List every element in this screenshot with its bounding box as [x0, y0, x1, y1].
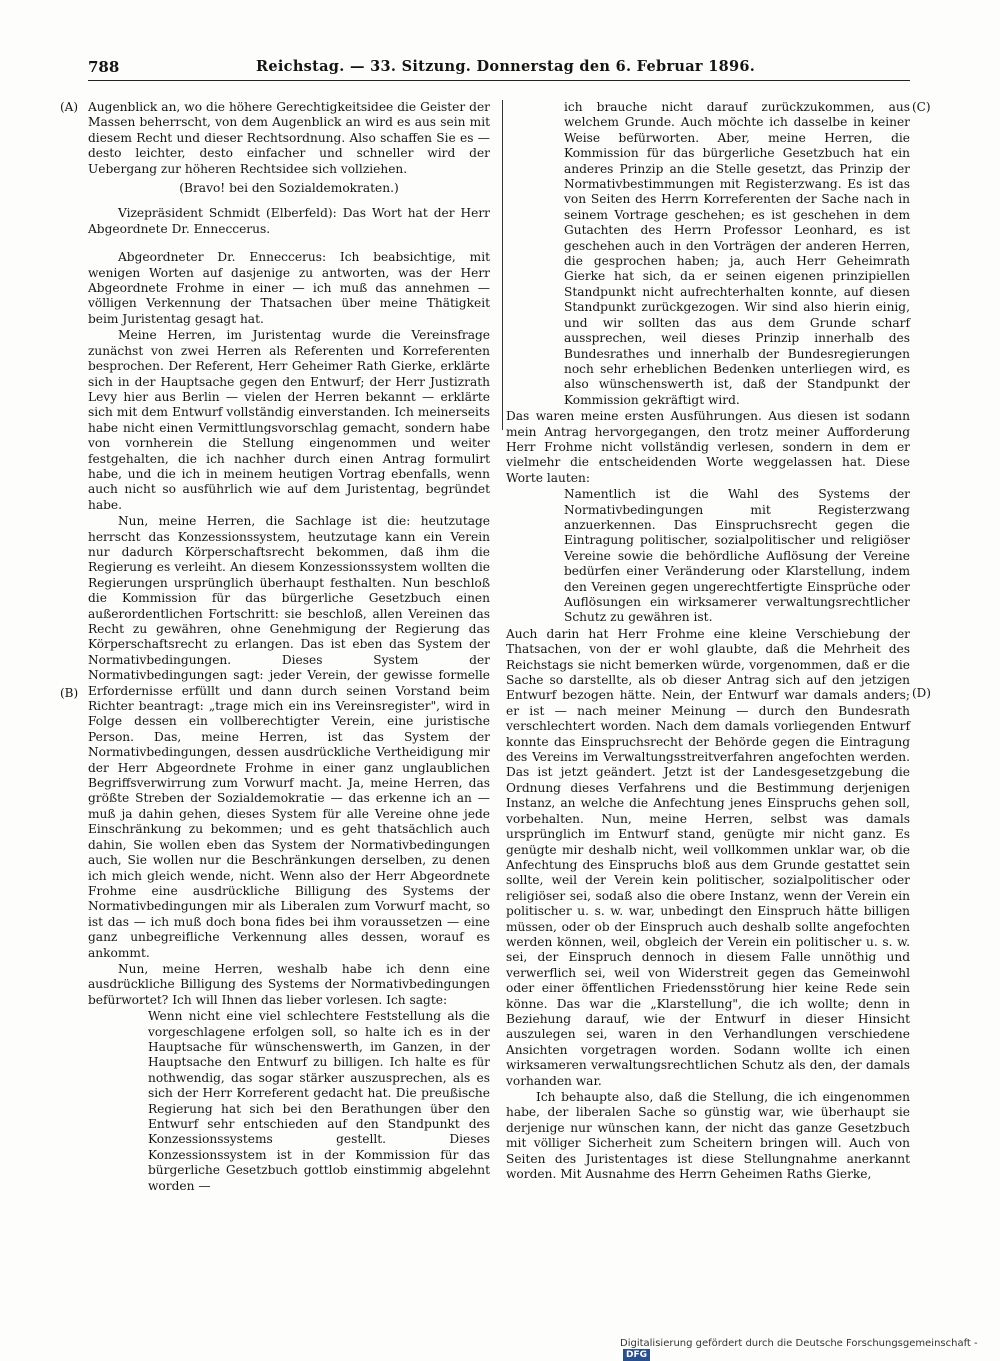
- footer-text: Digitalisierung gefördert durch die Deutsche Forschungsgemeinschaft -: [620, 1338, 978, 1349]
- paragraph: Ich behaupte also, daß die Stellung, die ich eingenommen habe, der liberalen Sache so günstig war, wie überhaupt sie derjenige nur wünschen kann, der nicht das ganze Gesetzbuch mit völliger Sicherheit zum Scheitern bringen will. Auch von Seiten des Juristentages ist diese Stellungnahme anerkannt worden. Mit Ausnahme des Herrn Geheimen Raths Gierke,: [506, 1090, 910, 1182]
- margin-letter-d: (D): [912, 686, 931, 700]
- right-column: [506, 100, 910, 1183]
- margin-letter-a: (A): [60, 100, 79, 114]
- quotation: ich brauche nicht darauf zurückzukommen, aus welchem Grunde. Auch möchte ich dasselbe in keiner Weise befürworten. Aber, meine Herren, die Kommission für das bürgerliche Gesetzbuch hat ein anderes Prinzip an die Stelle gesetzt, das Prinzip der Normativbestimmungen mit Registerzwang. Es ist das von Seiten des Herrn Korreferenten der Sache nach in seinem Vortrage geschehen; es ist geschehen in dem Gutachten des Herrn Professor Leonhard, es ist geschehen auch in den Vorträgen der anderen Herren, die gesprochen haben; ja, auch Herr Geheimrath Gierke hat sich, da er seinen eigenen prinzipiellen Standpunkt nicht aufrechterhalten konnte, auf diesen Standpunkt zurückgezogen. Wir sind also hierin einig, und wir sollten das aus dem Grunde scharf aussprechen, weil dieses Prinzip innerhalb des Bundesrathes und innerhalb der Bundesregierungen noch sehr erheblichen Bedenken unterliegen wird, es also wünschenswerth ist, daß der Standpunkt der Kommission gekräftigt wird.: [564, 100, 910, 407]
- paragraph: Augenblick an, wo die höhere Gerechtigkeitsidee die Geister der Massen beherrscht, von dem Augenblick an wird es aus sein mit diesem Recht und dieser Rechtsordnung. Also schaffen Sie es — desto leichter, desto einfacher und schneller wird der Uebergang zur höheren Rechtsidee sich vollziehen.: [88, 100, 490, 176]
- running-title: Reichstag. — 33. Sitzung. Donnerstag den 6. Februar 1896.: [256, 58, 756, 75]
- paragraph: Nun, meine Herren, die Sachlage ist die: heutzutage herrscht das Konzessionssystem, heutzutage kann ein Verein nur dadurch Körperschaftsrecht bekommen, daß ihm die Regierung es verleiht. An diesem Konzessionssystem wollten die Regierungen ursprünglich überhaupt festhalten. Nun beschloß die Kommission für das bürgerliche Gesetzbuch einen außerordentlichen Fortschritt: sie beschloß, allen Vereinen das Recht zu gewähren, ohne Genehmigung der Regierung das Körperschaftsrecht zu erlangen. Das ist eben das System der Normativbedingungen. Dieses System der Normativbedingungen sagt: jeder Verein, der gewisse formelle Erfordernisse erfüllt und dann durch seinen Vorstand beim Richter beantragt: „trage mich ein ins Vereinsregister", wird in Folge dessen ein vollberechtigter Verein, eine juristische Person. Das, meine Herren, ist das System der Normativbedingungen, dessen ausdrückliche Vertheidigung mir der Herr Abgeordnete Frohme in einer ganz unglaublichen Begriffsverwirrung zum Vorwurf macht. Ja, meine Herren, das größte Streben der Sozialdemokratie — das erkenne ich an — muß ja dahin gehen, dieses System für alle Vereine ohne jede Einschränkung zu bekommen; und es geht thatsächlich auch dahin, Sie wollen eben das System der Normativbedingungen auch, Sie wollen nur die Beschränkungen derselben, zu denen ich mich gleich wende, nicht. Wenn also der Herr Abgeordnete Frohme eine ausdrückliche Billigung des Systems der Normativbedingungen mir als Liberalen zum Vorwurf macht, so ist das — ich muß doch bona fides bei ihm voraussetzen — eine ganz unbegreifliche Verkennung alles dessen, worauf es ankommt.: [88, 514, 490, 960]
- paragraph: Das waren meine ersten Ausführungen. Aus diesen ist sodann mein Antrag hervorgegangen, den trotz meiner Aufforderung Herr Frohme nicht vollständig verlesen, sondern in dem er vielmehr die entscheidenden Worte weggelassen hat. Diese Worte lauten:: [506, 409, 910, 485]
- dfg-logo: DFG: [623, 1349, 650, 1361]
- page-number: 788: [88, 58, 120, 76]
- footer-credit: [620, 1338, 1000, 1361]
- quotation: Wenn nicht eine viel schlechtere Feststellung als die vorgeschlagene erfolgen soll, so halte ich es in der Hauptsache für wünschenswerth, im Ganzen, in der Hauptsache den Entwurf zu billigen. Ich halte es für nothwendig, das sogar stärker auszusprechen, als es sich der Herr Korreferent gedacht hat. Die preußische Regierung hat sich bei den Berathungen über den Entwurf sehr entschieden auf den Standpunkt des Konzessionssystems gestellt. Dieses Konzessionssystem ist in der Kommission für das bürgerliche Gesetzbuch gottlob einstimmig abgelehnt worden —: [148, 1009, 490, 1193]
- paragraph: Nun, meine Herren, weshalb habe ich denn eine ausdrückliche Billigung des Systems der Normativbedingungen befürwortet? Ich will Ihnen das lieber vorlesen. Ich sagte:: [88, 961, 490, 1007]
- header-rule: [88, 80, 910, 81]
- applause-note: (Bravo! bei den Sozialdemokraten.): [179, 181, 399, 196]
- paragraph: Meine Herren, im Juristentag wurde die Vereinsfrage zunächst von zwei Herren als Referenten und Korreferenten besprochen. Der Referent, Herr Geheimer Rath Gierke, erklärte sich in der Hauptsache gegen den Entwurf; der Herr Justizrath Levy hier aus Berlin — vielen der Herren bekannt — erklärte sich mit dem Entwurf vollständig einverstanden. Ich meinerseits habe nicht einen Vermittlungsvorschlag gemacht, sondern habe von vornherein die Stellung eingenommen und weiter festgehalten, die ich nachher durch einen Antrag formulirt habe, und die ich in meinem heutigen Vortrag ebenfalls, wenn auch nicht so ausführlich wie auf dem Juristentag, begründet habe.: [88, 328, 490, 512]
- margin-letter-b: (B): [60, 686, 79, 700]
- page-header: [88, 58, 910, 80]
- column-rule: [502, 100, 503, 430]
- left-column: [88, 100, 490, 1195]
- speaker-intro: Vizepräsident Schmidt (Elberfeld): Das Wort hat der Herr Abgeordnete Dr. Enneccerus.: [88, 206, 490, 236]
- quotation: Namentlich ist die Wahl des Systems der Normativbedingungen mit Registerzwang anzuerkennen. Das Einspruchsrecht gegen die Eintragung politischer, sozialpolitischer und religiöser Vereine sowie die behördliche Auflösung der Vereine bedürfen einer Veränderung oder Klarstellung, indem den Vereinen gegen ungerechtfertigte Einsprüche oder Auflösungen ein wirksamerer verwaltungsrechtlicher Schutz zu gewähren ist.: [564, 487, 910, 625]
- paragraph: Abgeordneter Dr. Enneccerus: Ich beabsichtige, mit wenigen Worten auf dasjenige zu antworten, was der Herr Abgeordnete Frohme in einer — ich muß das annehmen — völligen Verkennung der Thatsachen über meine Thätigkeit beim Juristentag gesagt hat.: [88, 250, 490, 326]
- paragraph: Auch darin hat Herr Frohme eine kleine Verschiebung der Thatsachen, von der er wohl glaubte, daß die Mehrheit des Reichstags sie nicht bemerken würde, vorgenommen, daß er die Sache so darstellte, als ob dieser Antrag sich auf den jetzigen Entwurf bezogen hätte. Nein, der Entwurf war damals anders; er ist — nach meiner Meinung — durch den Bundesrath verschlechtert worden. Nach dem damals vorliegenden Entwurf konnte das Einspruchsrecht der Behörde gegen die Eintragung des Vereins im Verwaltungsstreitverfahren angefochten werden. Das ist jetzt geändert. Jetzt ist der Landesgesetzgebung die Ordnung dieses Verfahrens und die Bestimmung derjenigen Instanz, an welche die Anfechtung jenes Einspruchs gehen soll, vorbehalten. Nun, meine Herren, selbst was damals ursprünglich im Entwurf stand, genügte mir nicht ganz. Es genügte mir deshalb nicht, weil vollkommen unklar war, ob die Anfechtung des Einspruchs bloß aus dem Grunde gestattet sein sollte, weil der Verein kein politischer, sozialpolitischer oder religiöser sei, sodaß also die obere Instanz, wenn der Verein ein politischer u. s. w. war, unbedingt den Einspruch hätte billigen müssen, oder ob der Einspruch auch deshalb sollte angefochten werden können, weil, obgleich der Verein ein politischer u. s. w. sei, der Einspruch dennoch in diesem Falle unnöthig und verwerflich sei, weil von Widerstreit gegen das Gemeinwohl oder einer öffentlichen Friedensstörung hier keine Rede sein könne. Das war die „Klarstellung", die ich wollte; denn in Beziehung darauf, wie der Entwurf in dieser Hinsicht auszulegen sei, waren in den Verhandlungen verschiedene Ansichten vorgetragen worden. Sodann wollte ich einen wirksameren verwaltungsrechtlichen Schutz als den, der damals vorhanden war.: [506, 626, 910, 1088]
- margin-letter-c: (C): [912, 100, 931, 114]
